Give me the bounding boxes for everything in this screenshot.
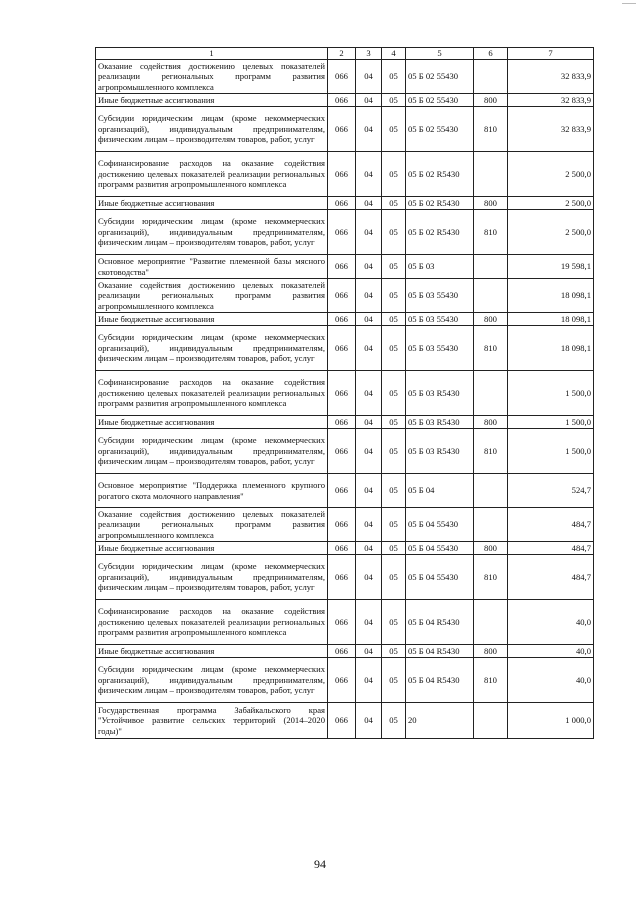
cell-name: Иные бюджетные ассигнования (96, 313, 328, 326)
cell-subsection: 05 (382, 255, 406, 279)
cell-ministry: 066 (328, 107, 356, 152)
cell-amount: 32 833,9 (508, 60, 594, 94)
cell-expense-type (474, 371, 508, 416)
cell-subsection: 05 (382, 645, 406, 658)
cell-amount: 18 098,1 (508, 326, 594, 371)
table-row (96, 326, 594, 371)
cell-target-article: 05 Б 03 R5430 (406, 416, 474, 429)
cell-subsection: 05 (382, 313, 406, 326)
cell-ministry: 066 (328, 94, 356, 107)
table-row (96, 474, 594, 508)
cell-ministry: 066 (328, 326, 356, 371)
cell-target-article: 05 Б 02 55430 (406, 60, 474, 94)
cell-name: Иные бюджетные ассигнования (96, 416, 328, 429)
cell-amount: 19 598,1 (508, 255, 594, 279)
cell-ministry: 066 (328, 703, 356, 739)
cell-target-article: 20 (406, 703, 474, 739)
table-row (96, 107, 594, 152)
cell-amount: 2 500,0 (508, 197, 594, 210)
header-cell: 1 (96, 48, 328, 60)
cell-ministry: 066 (328, 542, 356, 555)
table-row (96, 60, 594, 94)
table-row (96, 600, 594, 645)
cell-name: Оказание содействия достижению целевых показателей реализации региональных программ развития агропромышленного комплекса (96, 279, 328, 313)
cell-expense-type (474, 255, 508, 279)
table-row (96, 255, 594, 279)
cell-name: Оказание содействия достижению целевых показателей реализации региональных программ развития агропромышленного комплекса (96, 508, 328, 542)
cell-subsection: 05 (382, 542, 406, 555)
cell-name: Иные бюджетные ассигнования (96, 94, 328, 107)
cell-expense-type (474, 474, 508, 508)
cell-section: 04 (356, 555, 382, 600)
cell-subsection: 05 (382, 94, 406, 107)
table-header-row (96, 48, 594, 60)
cell-target-article: 05 Б 02 55430 (406, 94, 474, 107)
cell-expense-type (474, 508, 508, 542)
cell-expense-type (474, 279, 508, 313)
cell-ministry: 066 (328, 508, 356, 542)
cell-name: Субсидии юридическим лицам (кроме некоммерческих организаций), индивидуальным предпринимателям, физическим лицам – производителям товаров, работ, услуг (96, 107, 328, 152)
cell-expense-type (474, 703, 508, 739)
header-cell: 6 (474, 48, 508, 60)
cell-subsection: 05 (382, 60, 406, 94)
cell-ministry: 066 (328, 600, 356, 645)
cell-subsection: 05 (382, 474, 406, 508)
table-row (96, 210, 594, 255)
cell-target-article: 05 Б 04 55430 (406, 508, 474, 542)
cell-ministry: 066 (328, 152, 356, 197)
cell-name: Иные бюджетные ассигнования (96, 645, 328, 658)
cell-name: Софинансирование расходов на оказание содействия достижению целевых показателей реализации региональных программ развития агропромышленного комплекса (96, 371, 328, 416)
table-row (96, 279, 594, 313)
cell-name: Субсидии юридическим лицам (кроме некоммерческих организаций), индивидуальным предпринимателям, физическим лицам – производителям товаров, работ, услуг (96, 326, 328, 371)
cell-subsection: 05 (382, 600, 406, 645)
header-cell: 2 (328, 48, 356, 60)
cell-expense-type: 810 (474, 555, 508, 600)
cell-target-article: 05 Б 04 R5430 (406, 658, 474, 703)
cell-subsection: 05 (382, 152, 406, 197)
cell-ministry: 066 (328, 555, 356, 600)
cell-target-article: 05 Б 03 55430 (406, 326, 474, 371)
table-row (96, 152, 594, 197)
header-cell: 5 (406, 48, 474, 60)
cell-section: 04 (356, 152, 382, 197)
cell-section: 04 (356, 371, 382, 416)
cell-ministry: 066 (328, 60, 356, 94)
cell-name: Субсидии юридическим лицам (кроме некоммерческих организаций), индивидуальным предпринимателям, физическим лицам – производителям товаров, работ, услуг (96, 429, 328, 474)
cell-ministry: 066 (328, 371, 356, 416)
cell-amount: 1 500,0 (508, 429, 594, 474)
cell-expense-type: 810 (474, 326, 508, 371)
cell-expense-type (474, 152, 508, 197)
cell-section: 04 (356, 255, 382, 279)
cell-section: 04 (356, 429, 382, 474)
cell-section: 04 (356, 94, 382, 107)
header-cell: 3 (356, 48, 382, 60)
table-row (96, 555, 594, 600)
cell-ministry: 066 (328, 197, 356, 210)
cell-target-article: 05 Б 02 R5430 (406, 197, 474, 210)
cell-amount: 40,0 (508, 645, 594, 658)
cell-name: Субсидии юридическим лицам (кроме некоммерческих организаций), индивидуальным предпринимателям, физическим лицам – производителям товаров, работ, услуг (96, 210, 328, 255)
cell-name: Субсидии юридическим лицам (кроме некоммерческих организаций), индивидуальным предпринимателям, физическим лицам – производителям товаров, работ, услуг (96, 555, 328, 600)
cell-target-article: 05 Б 03 55430 (406, 313, 474, 326)
cell-section: 04 (356, 60, 382, 94)
cell-name: Основное мероприятие "Поддержка племенного крупного рогатого скота молочного направления" (96, 474, 328, 508)
cell-amount: 40,0 (508, 658, 594, 703)
cell-ministry: 066 (328, 255, 356, 279)
cell-expense-type: 800 (474, 197, 508, 210)
header-cell: 7 (508, 48, 594, 60)
cell-section: 04 (356, 107, 382, 152)
cell-expense-type: 800 (474, 313, 508, 326)
cell-subsection: 05 (382, 210, 406, 255)
cell-expense-type: 810 (474, 658, 508, 703)
cell-section: 04 (356, 279, 382, 313)
cell-target-article: 05 Б 03 R5430 (406, 429, 474, 474)
cell-subsection: 05 (382, 429, 406, 474)
cell-subsection: 05 (382, 555, 406, 600)
table-row (96, 313, 594, 326)
cell-ministry: 066 (328, 279, 356, 313)
cell-target-article: 05 Б 02 R5430 (406, 152, 474, 197)
table-row (96, 645, 594, 658)
cell-subsection: 05 (382, 197, 406, 210)
table-row (96, 658, 594, 703)
cell-name: Основное мероприятие "Развитие племенной базы мясного скотоводства" (96, 255, 328, 279)
cell-section: 04 (356, 326, 382, 371)
cell-amount: 32 833,9 (508, 107, 594, 152)
cell-subsection: 05 (382, 107, 406, 152)
header-cell: 4 (382, 48, 406, 60)
page-number: 94 (314, 857, 326, 871)
cell-ministry: 066 (328, 210, 356, 255)
cell-target-article: 05 Б 04 R5430 (406, 645, 474, 658)
table-row (96, 197, 594, 210)
cell-name: Софинансирование расходов на оказание содействия достижению целевых показателей реализации региональных программ развития агропромышленного комплекса (96, 152, 328, 197)
cell-section: 04 (356, 658, 382, 703)
cell-subsection: 05 (382, 658, 406, 703)
cell-ministry: 066 (328, 416, 356, 429)
cell-amount: 18 098,1 (508, 279, 594, 313)
cell-expense-type (474, 600, 508, 645)
cell-target-article: 05 Б 02 R5430 (406, 210, 474, 255)
cell-subsection: 05 (382, 326, 406, 371)
cell-ministry: 066 (328, 429, 356, 474)
cell-target-article: 05 Б 04 55430 (406, 555, 474, 600)
cell-target-article: 05 Б 04 R5430 (406, 600, 474, 645)
cell-section: 04 (356, 703, 382, 739)
cell-name: Государственная программа Забайкальского края "Устойчивое развитие сельских территорий (2014–2020 годы)" (96, 703, 328, 739)
budget-table (95, 47, 594, 739)
cell-expense-type: 800 (474, 645, 508, 658)
table-row (96, 703, 594, 739)
table-row (96, 416, 594, 429)
cell-amount: 32 833,9 (508, 94, 594, 107)
scan-mark (622, 3, 636, 4)
cell-amount: 1 000,0 (508, 703, 594, 739)
cell-amount: 484,7 (508, 542, 594, 555)
cell-expense-type (474, 60, 508, 94)
cell-section: 04 (356, 210, 382, 255)
cell-ministry: 066 (328, 474, 356, 508)
cell-section: 04 (356, 197, 382, 210)
cell-amount: 1 500,0 (508, 416, 594, 429)
cell-expense-type: 810 (474, 210, 508, 255)
cell-target-article: 05 Б 02 55430 (406, 107, 474, 152)
table-row (96, 429, 594, 474)
cell-section: 04 (356, 474, 382, 508)
cell-section: 04 (356, 508, 382, 542)
cell-target-article: 05 Б 03 55430 (406, 279, 474, 313)
cell-amount: 524,7 (508, 474, 594, 508)
cell-section: 04 (356, 416, 382, 429)
cell-name: Субсидии юридическим лицам (кроме некоммерческих организаций), индивидуальным предпринимателям, физическим лицам – производителям товаров, работ, услуг (96, 658, 328, 703)
cell-name: Иные бюджетные ассигнования (96, 197, 328, 210)
cell-ministry: 066 (328, 645, 356, 658)
cell-amount: 484,7 (508, 555, 594, 600)
cell-name: Оказание содействия достижению целевых показателей реализации региональных программ развития агропромышленного комплекса (96, 60, 328, 94)
cell-name: Иные бюджетные ассигнования (96, 542, 328, 555)
cell-target-article: 05 Б 04 55430 (406, 542, 474, 555)
cell-subsection: 05 (382, 416, 406, 429)
cell-expense-type: 800 (474, 94, 508, 107)
cell-section: 04 (356, 645, 382, 658)
cell-target-article: 05 Б 03 (406, 255, 474, 279)
cell-ministry: 066 (328, 313, 356, 326)
cell-target-article: 05 Б 03 R5430 (406, 371, 474, 416)
cell-section: 04 (356, 542, 382, 555)
cell-expense-type: 810 (474, 107, 508, 152)
cell-amount: 2 500,0 (508, 152, 594, 197)
cell-target-article: 05 Б 04 (406, 474, 474, 508)
cell-amount: 484,7 (508, 508, 594, 542)
cell-ministry: 066 (328, 658, 356, 703)
table-row (96, 508, 594, 542)
cell-name: Софинансирование расходов на оказание содействия достижению целевых показателей реализации региональных программ развития агропромышленного комплекса (96, 600, 328, 645)
cell-subsection: 05 (382, 508, 406, 542)
cell-subsection: 05 (382, 371, 406, 416)
cell-amount: 40,0 (508, 600, 594, 645)
cell-amount: 18 098,1 (508, 313, 594, 326)
cell-subsection: 05 (382, 279, 406, 313)
cell-subsection: 05 (382, 703, 406, 739)
cell-amount: 1 500,0 (508, 371, 594, 416)
cell-section: 04 (356, 313, 382, 326)
cell-expense-type: 800 (474, 542, 508, 555)
table-row (96, 371, 594, 416)
cell-expense-type: 810 (474, 429, 508, 474)
cell-amount: 2 500,0 (508, 210, 594, 255)
cell-section: 04 (356, 600, 382, 645)
cell-expense-type: 800 (474, 416, 508, 429)
table-row (96, 94, 594, 107)
table-row (96, 542, 594, 555)
